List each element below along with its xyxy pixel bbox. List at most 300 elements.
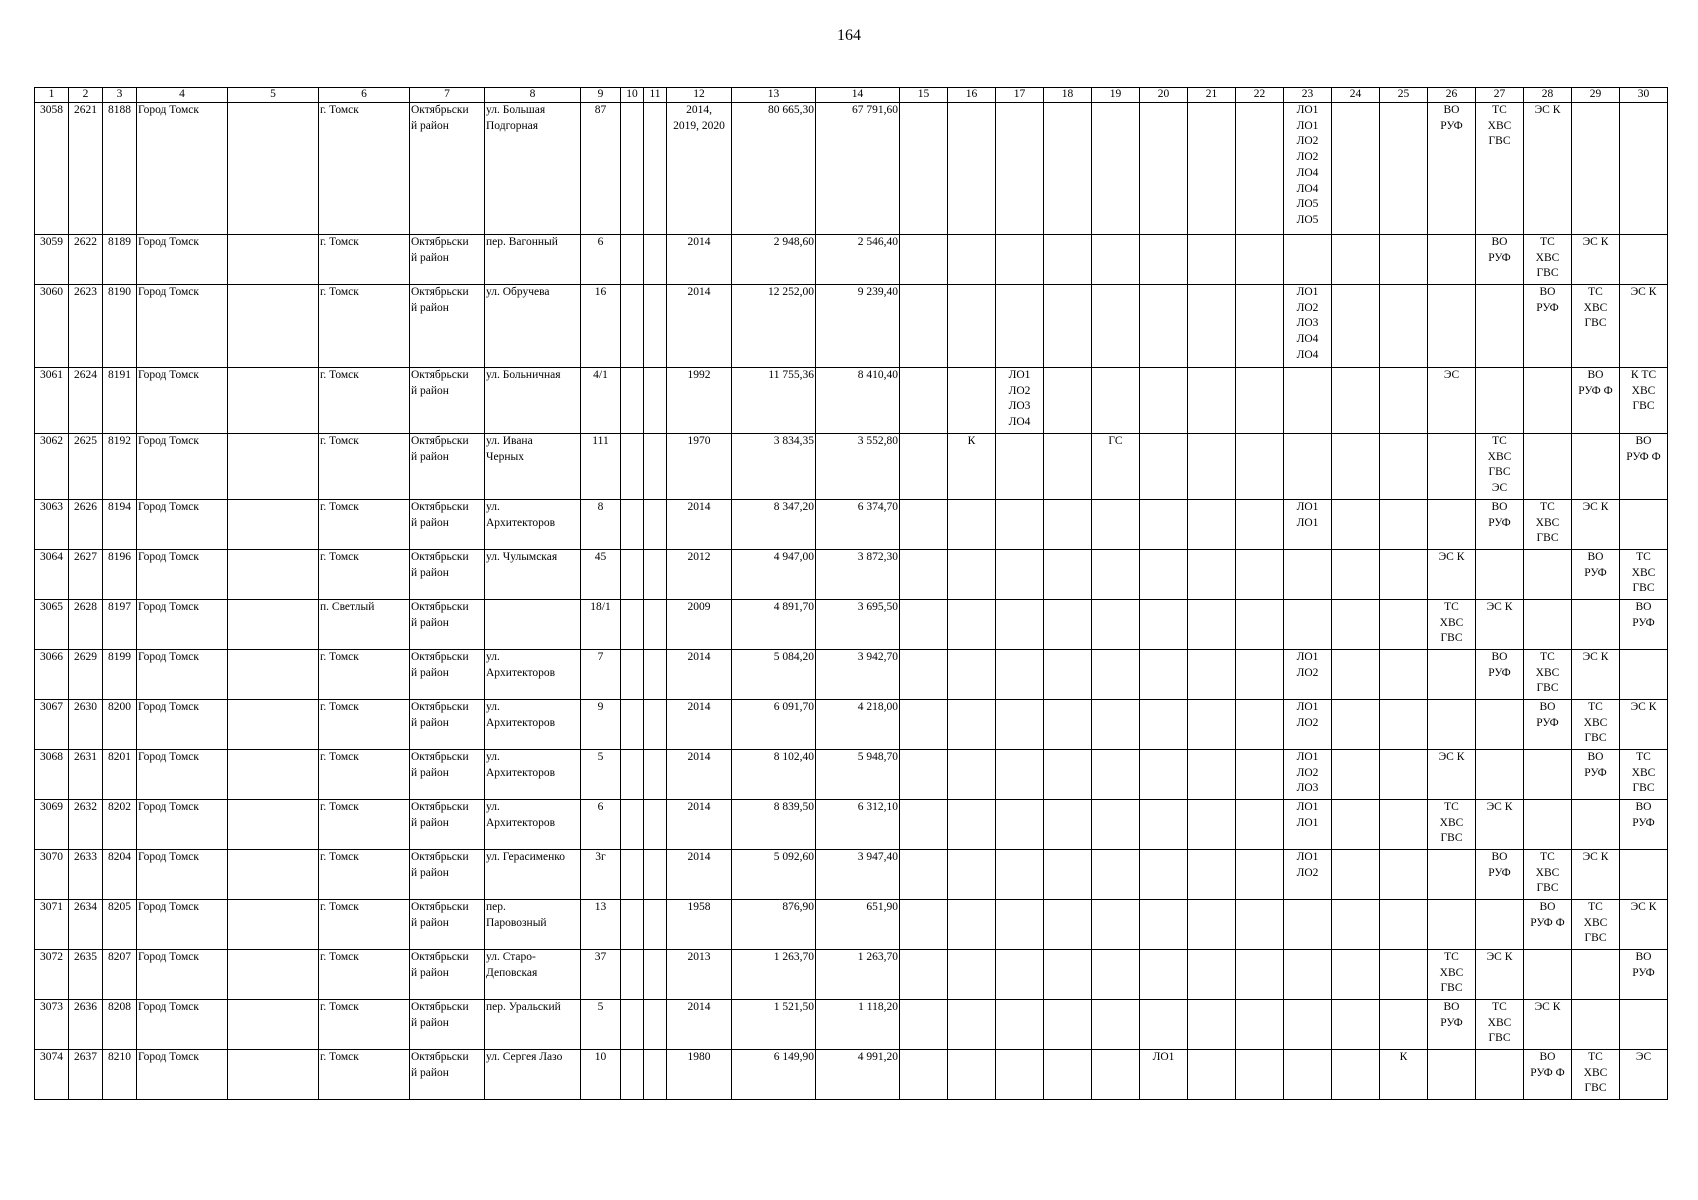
cell-col-16 xyxy=(948,235,996,285)
cell-col-16 xyxy=(948,650,996,700)
cell-col-14: 3 552,80 xyxy=(816,434,900,500)
cell-col-14: 3 872,30 xyxy=(816,550,900,600)
cell-col-29 xyxy=(1572,1000,1620,1050)
cell-col-16 xyxy=(948,800,996,850)
cell-col-8: ул. Чулымская xyxy=(485,550,581,600)
cell-col-8: ул. Старо- Деповская xyxy=(485,950,581,1000)
cell-col-16 xyxy=(948,550,996,600)
cell-col-3: 8200 xyxy=(103,700,137,750)
cell-col-7: Октябрьски й район xyxy=(410,850,485,900)
cell-col-5 xyxy=(228,235,319,285)
cell-col-24 xyxy=(1332,850,1380,900)
cell-col-28 xyxy=(1524,950,1572,1000)
cell-col-2: 2631 xyxy=(69,750,103,800)
cell-col-20 xyxy=(1140,700,1188,750)
cell-col-27: ТС ХВС ГВС xyxy=(1476,103,1524,235)
cell-col-19 xyxy=(1092,550,1140,600)
cell-col-20 xyxy=(1140,434,1188,500)
cell-col-10 xyxy=(621,103,644,235)
cell-col-6: г. Томск xyxy=(319,285,410,368)
cell-col-24 xyxy=(1332,900,1380,950)
cell-col-20 xyxy=(1140,600,1188,650)
cell-col-9: 5 xyxy=(581,1000,621,1050)
cell-col-11 xyxy=(644,850,667,900)
cell-col-3: 8191 xyxy=(103,368,137,434)
cell-col-12: 1970 xyxy=(667,434,732,500)
cell-col-15 xyxy=(900,500,948,550)
cell-col-26 xyxy=(1428,1050,1476,1100)
cell-col-21 xyxy=(1188,900,1236,950)
cell-col-25 xyxy=(1380,1000,1428,1050)
cell-col-3: 8188 xyxy=(103,103,137,235)
cell-col-4: Город Томск xyxy=(137,900,228,950)
cell-col-17: ЛО1 ЛО2 ЛО3 ЛО4 xyxy=(996,368,1044,434)
cell-col-5 xyxy=(228,1050,319,1100)
cell-col-5 xyxy=(228,500,319,550)
cell-col-28: ВО РУФ xyxy=(1524,285,1572,368)
cell-col-6: г. Томск xyxy=(319,235,410,285)
cell-col-4: Город Томск xyxy=(137,850,228,900)
cell-col-28 xyxy=(1524,368,1572,434)
cell-col-15 xyxy=(900,235,948,285)
cell-col-15 xyxy=(900,103,948,235)
cell-col-11 xyxy=(644,1000,667,1050)
cell-col-4: Город Томск xyxy=(137,800,228,850)
cell-col-3: 8207 xyxy=(103,950,137,1000)
cell-col-9: 4/1 xyxy=(581,368,621,434)
cell-col-25 xyxy=(1380,700,1428,750)
cell-col-5 xyxy=(228,368,319,434)
column-header-30: 30 xyxy=(1620,88,1668,103)
cell-col-25: К xyxy=(1380,1050,1428,1100)
cell-col-19 xyxy=(1092,950,1140,1000)
cell-col-12: 1992 xyxy=(667,368,732,434)
cell-col-27 xyxy=(1476,1050,1524,1100)
column-header-24: 24 xyxy=(1332,88,1380,103)
column-header-28: 28 xyxy=(1524,88,1572,103)
cell-col-18 xyxy=(1044,1050,1092,1100)
cell-col-22 xyxy=(1236,800,1284,850)
cell-col-16 xyxy=(948,900,996,950)
cell-col-23: ЛО1 ЛО2 xyxy=(1284,700,1332,750)
cell-col-6: г. Томск xyxy=(319,900,410,950)
cell-col-26: ТС ХВС ГВС xyxy=(1428,600,1476,650)
cell-col-14: 3 942,70 xyxy=(816,650,900,700)
column-header-11: 11 xyxy=(644,88,667,103)
cell-col-22 xyxy=(1236,500,1284,550)
table-row xyxy=(35,750,1668,800)
cell-col-26: ЭС К xyxy=(1428,750,1476,800)
cell-col-18 xyxy=(1044,950,1092,1000)
table-row xyxy=(35,650,1668,700)
cell-col-21 xyxy=(1188,850,1236,900)
cell-col-4: Город Томск xyxy=(137,235,228,285)
cell-col-28: ВО РУФ Ф xyxy=(1524,1050,1572,1100)
cell-col-18 xyxy=(1044,500,1092,550)
cell-col-19 xyxy=(1092,103,1140,235)
cell-col-17 xyxy=(996,750,1044,800)
cell-col-3: 8208 xyxy=(103,1000,137,1050)
cell-col-21 xyxy=(1188,235,1236,285)
cell-col-18 xyxy=(1044,850,1092,900)
cell-col-14: 4 991,20 xyxy=(816,1050,900,1100)
cell-col-30: ЭС К xyxy=(1620,285,1668,368)
cell-col-28: ЭС К xyxy=(1524,103,1572,235)
cell-col-29 xyxy=(1572,103,1620,235)
cell-col-30 xyxy=(1620,850,1668,900)
cell-col-4: Город Томск xyxy=(137,750,228,800)
cell-col-12: 2009 xyxy=(667,600,732,650)
cell-col-10 xyxy=(621,500,644,550)
cell-col-12: 2014 xyxy=(667,750,732,800)
cell-col-25 xyxy=(1380,750,1428,800)
register-table xyxy=(34,87,1668,1100)
table-row xyxy=(35,434,1668,500)
cell-col-5 xyxy=(228,750,319,800)
cell-col-15 xyxy=(900,1000,948,1050)
column-header-8: 8 xyxy=(485,88,581,103)
cell-col-17 xyxy=(996,103,1044,235)
cell-col-22 xyxy=(1236,368,1284,434)
cell-col-15 xyxy=(900,700,948,750)
cell-col-7: Октябрьски й район xyxy=(410,800,485,850)
cell-col-9: 6 xyxy=(581,800,621,850)
cell-col-6: г. Томск xyxy=(319,700,410,750)
cell-col-30 xyxy=(1620,500,1668,550)
table-row xyxy=(35,1050,1668,1100)
cell-col-20 xyxy=(1140,235,1188,285)
cell-col-25 xyxy=(1380,368,1428,434)
cell-col-19 xyxy=(1092,650,1140,700)
cell-col-22 xyxy=(1236,950,1284,1000)
cell-col-9: 37 xyxy=(581,950,621,1000)
cell-col-7: Октябрьски й район xyxy=(410,368,485,434)
cell-col-22 xyxy=(1236,1000,1284,1050)
cell-col-1: 3074 xyxy=(35,1050,69,1100)
cell-col-27: ЭС К xyxy=(1476,600,1524,650)
cell-col-3: 8190 xyxy=(103,285,137,368)
cell-col-29 xyxy=(1572,600,1620,650)
cell-col-30 xyxy=(1620,103,1668,235)
cell-col-9: 16 xyxy=(581,285,621,368)
cell-col-9: 111 xyxy=(581,434,621,500)
cell-col-6: г. Томск xyxy=(319,1000,410,1050)
cell-col-10 xyxy=(621,600,644,650)
cell-col-10 xyxy=(621,1050,644,1100)
cell-col-6: г. Томск xyxy=(319,950,410,1000)
cell-col-13: 4 947,00 xyxy=(732,550,816,600)
table-row xyxy=(35,235,1668,285)
cell-col-25 xyxy=(1380,500,1428,550)
cell-col-13: 11 755,36 xyxy=(732,368,816,434)
cell-col-23 xyxy=(1284,434,1332,500)
cell-col-18 xyxy=(1044,285,1092,368)
cell-col-13: 1 263,70 xyxy=(732,950,816,1000)
cell-col-10 xyxy=(621,650,644,700)
cell-col-4: Город Томск xyxy=(137,434,228,500)
cell-col-27: ВО РУФ xyxy=(1476,850,1524,900)
cell-col-14: 3 695,50 xyxy=(816,600,900,650)
cell-col-1: 3058 xyxy=(35,103,69,235)
cell-col-1: 3062 xyxy=(35,434,69,500)
cell-col-10 xyxy=(621,550,644,600)
cell-col-30: ВО РУФ Ф xyxy=(1620,434,1668,500)
cell-col-26: ТС ХВС ГВС xyxy=(1428,800,1476,850)
cell-col-25 xyxy=(1380,800,1428,850)
cell-col-18 xyxy=(1044,800,1092,850)
column-header-1: 1 xyxy=(35,88,69,103)
cell-col-8: ул. Архитекторов xyxy=(485,800,581,850)
cell-col-27 xyxy=(1476,900,1524,950)
cell-col-21 xyxy=(1188,1000,1236,1050)
cell-col-1: 3068 xyxy=(35,750,69,800)
cell-col-11 xyxy=(644,650,667,700)
cell-col-29: ВО РУФ xyxy=(1572,550,1620,600)
cell-col-29 xyxy=(1572,434,1620,500)
cell-col-27 xyxy=(1476,550,1524,600)
cell-col-17 xyxy=(996,550,1044,600)
cell-col-24 xyxy=(1332,1050,1380,1100)
cell-col-19 xyxy=(1092,500,1140,550)
cell-col-8: ул. Архитекторов xyxy=(485,500,581,550)
cell-col-8: пер. Паровозный xyxy=(485,900,581,950)
cell-col-9: 8 xyxy=(581,500,621,550)
cell-col-22 xyxy=(1236,900,1284,950)
cell-col-8 xyxy=(485,600,581,650)
cell-col-20 xyxy=(1140,285,1188,368)
cell-col-26: ТС ХВС ГВС xyxy=(1428,950,1476,1000)
cell-col-11 xyxy=(644,750,667,800)
cell-col-13: 8 347,20 xyxy=(732,500,816,550)
cell-col-22 xyxy=(1236,850,1284,900)
cell-col-25 xyxy=(1380,950,1428,1000)
cell-col-15 xyxy=(900,550,948,600)
cell-col-5 xyxy=(228,550,319,600)
cell-col-26: ВО РУФ xyxy=(1428,1000,1476,1050)
cell-col-18 xyxy=(1044,368,1092,434)
cell-col-19 xyxy=(1092,850,1140,900)
column-header-22: 22 xyxy=(1236,88,1284,103)
cell-col-24 xyxy=(1332,103,1380,235)
cell-col-29: ТС ХВС ГВС xyxy=(1572,700,1620,750)
cell-col-5 xyxy=(228,950,319,1000)
cell-col-12: 2014 xyxy=(667,285,732,368)
cell-col-20 xyxy=(1140,500,1188,550)
cell-col-28: ТС ХВС ГВС xyxy=(1524,850,1572,900)
cell-col-12: 2014, 2019, 2020 xyxy=(667,103,732,235)
cell-col-28 xyxy=(1524,800,1572,850)
cell-col-18 xyxy=(1044,600,1092,650)
cell-col-19 xyxy=(1092,900,1140,950)
cell-col-30 xyxy=(1620,650,1668,700)
cell-col-11 xyxy=(644,700,667,750)
cell-col-22 xyxy=(1236,103,1284,235)
cell-col-20 xyxy=(1140,800,1188,850)
cell-col-24 xyxy=(1332,235,1380,285)
cell-col-29: ВО РУФ Ф xyxy=(1572,368,1620,434)
cell-col-23: ЛО1 ЛО2 ЛО3 xyxy=(1284,750,1332,800)
cell-col-22 xyxy=(1236,700,1284,750)
cell-col-14: 8 410,40 xyxy=(816,368,900,434)
cell-col-5 xyxy=(228,1000,319,1050)
cell-col-21 xyxy=(1188,950,1236,1000)
cell-col-27: ЭС К xyxy=(1476,800,1524,850)
cell-col-21 xyxy=(1188,500,1236,550)
cell-col-14: 67 791,60 xyxy=(816,103,900,235)
cell-col-15 xyxy=(900,950,948,1000)
cell-col-2: 2634 xyxy=(69,900,103,950)
cell-col-20 xyxy=(1140,550,1188,600)
cell-col-24 xyxy=(1332,434,1380,500)
cell-col-17 xyxy=(996,800,1044,850)
cell-col-20 xyxy=(1140,750,1188,800)
cell-col-23: ЛО1 ЛО2 ЛО3 ЛО4 ЛО4 xyxy=(1284,285,1332,368)
cell-col-2: 2626 xyxy=(69,500,103,550)
cell-col-3: 8196 xyxy=(103,550,137,600)
cell-col-19 xyxy=(1092,285,1140,368)
page-number: 164 xyxy=(837,27,861,44)
cell-col-26 xyxy=(1428,700,1476,750)
cell-col-3: 8194 xyxy=(103,500,137,550)
cell-col-27: ТС ХВС ГВС xyxy=(1476,1000,1524,1050)
cell-col-13: 6 091,70 xyxy=(732,700,816,750)
cell-col-2: 2629 xyxy=(69,650,103,700)
cell-col-17 xyxy=(996,1000,1044,1050)
cell-col-4: Город Томск xyxy=(137,600,228,650)
cell-col-3: 8189 xyxy=(103,235,137,285)
cell-col-24 xyxy=(1332,368,1380,434)
cell-col-13: 1 521,50 xyxy=(732,1000,816,1050)
cell-col-11 xyxy=(644,285,667,368)
cell-col-25 xyxy=(1380,285,1428,368)
cell-col-5 xyxy=(228,434,319,500)
cell-col-12: 2014 xyxy=(667,1000,732,1050)
column-header-2: 2 xyxy=(69,88,103,103)
cell-col-21 xyxy=(1188,750,1236,800)
column-header-6: 6 xyxy=(319,88,410,103)
cell-col-9: 13 xyxy=(581,900,621,950)
cell-col-8: пер. Вагонный xyxy=(485,235,581,285)
cell-col-19 xyxy=(1092,1000,1140,1050)
cell-col-9: 10 xyxy=(581,1050,621,1100)
cell-col-29: ВО РУФ xyxy=(1572,750,1620,800)
cell-col-7: Октябрьски й район xyxy=(410,950,485,1000)
cell-col-18 xyxy=(1044,103,1092,235)
cell-col-2: 2622 xyxy=(69,235,103,285)
cell-col-4: Город Томск xyxy=(137,1050,228,1100)
cell-col-28: ЭС К xyxy=(1524,1000,1572,1050)
column-header-19: 19 xyxy=(1092,88,1140,103)
cell-col-24 xyxy=(1332,550,1380,600)
cell-col-15 xyxy=(900,368,948,434)
cell-col-21 xyxy=(1188,700,1236,750)
cell-col-13: 2 948,60 xyxy=(732,235,816,285)
cell-col-14: 5 948,70 xyxy=(816,750,900,800)
cell-col-15 xyxy=(900,800,948,850)
cell-col-30: ТС ХВС ГВС xyxy=(1620,550,1668,600)
cell-col-13: 5 084,20 xyxy=(732,650,816,700)
cell-col-26 xyxy=(1428,850,1476,900)
cell-col-10 xyxy=(621,950,644,1000)
column-header-5: 5 xyxy=(228,88,319,103)
cell-col-21 xyxy=(1188,550,1236,600)
cell-col-25 xyxy=(1380,235,1428,285)
cell-col-11 xyxy=(644,550,667,600)
cell-col-19 xyxy=(1092,700,1140,750)
cell-col-23 xyxy=(1284,1050,1332,1100)
cell-col-1: 3060 xyxy=(35,285,69,368)
cell-col-15 xyxy=(900,285,948,368)
cell-col-4: Город Томск xyxy=(137,285,228,368)
cell-col-18 xyxy=(1044,1000,1092,1050)
cell-col-17 xyxy=(996,600,1044,650)
cell-col-26: ЭС К xyxy=(1428,550,1476,600)
cell-col-21 xyxy=(1188,650,1236,700)
cell-col-12: 2014 xyxy=(667,700,732,750)
cell-col-17 xyxy=(996,850,1044,900)
cell-col-8: ул. Больничная xyxy=(485,368,581,434)
cell-col-19 xyxy=(1092,235,1140,285)
cell-col-9: 5 xyxy=(581,750,621,800)
table-row xyxy=(35,368,1668,434)
cell-col-28: ТС ХВС ГВС xyxy=(1524,235,1572,285)
cell-col-7: Октябрьски й район xyxy=(410,750,485,800)
cell-col-16 xyxy=(948,600,996,650)
cell-col-2: 2635 xyxy=(69,950,103,1000)
cell-col-26: ВО РУФ xyxy=(1428,103,1476,235)
cell-col-3: 8204 xyxy=(103,850,137,900)
cell-col-8: ул. Обручева xyxy=(485,285,581,368)
cell-col-15 xyxy=(900,600,948,650)
cell-col-6: г. Томск xyxy=(319,750,410,800)
table-row xyxy=(35,600,1668,650)
cell-col-4: Город Томск xyxy=(137,500,228,550)
cell-col-28 xyxy=(1524,750,1572,800)
cell-col-1: 3070 xyxy=(35,850,69,900)
cell-col-16 xyxy=(948,368,996,434)
cell-col-5 xyxy=(228,103,319,235)
table-body xyxy=(35,103,1668,1100)
cell-col-17 xyxy=(996,235,1044,285)
cell-col-24 xyxy=(1332,285,1380,368)
cell-col-13: 8 102,40 xyxy=(732,750,816,800)
cell-col-14: 9 239,40 xyxy=(816,285,900,368)
cell-col-17 xyxy=(996,700,1044,750)
column-header-26: 26 xyxy=(1428,88,1476,103)
cell-col-15 xyxy=(900,750,948,800)
cell-col-1: 3073 xyxy=(35,1000,69,1050)
cell-col-21 xyxy=(1188,800,1236,850)
cell-col-23: ЛО1 ЛО2 xyxy=(1284,850,1332,900)
cell-col-11 xyxy=(644,800,667,850)
cell-col-6: г. Томск xyxy=(319,500,410,550)
header-row xyxy=(35,88,1668,103)
cell-col-6: г. Томск xyxy=(319,1050,410,1100)
cell-col-30 xyxy=(1620,1000,1668,1050)
cell-col-3: 8210 xyxy=(103,1050,137,1100)
cell-col-2: 2632 xyxy=(69,800,103,850)
cell-col-10 xyxy=(621,235,644,285)
cell-col-30: К ТС ХВС ГВС xyxy=(1620,368,1668,434)
cell-col-23: ЛО1 ЛО1 ЛО2 ЛО2 ЛО4 ЛО4 ЛО5 ЛО5 xyxy=(1284,103,1332,235)
cell-col-30: ТС ХВС ГВС xyxy=(1620,750,1668,800)
cell-col-1: 3067 xyxy=(35,700,69,750)
cell-col-14: 6 312,10 xyxy=(816,800,900,850)
column-header-23: 23 xyxy=(1284,88,1332,103)
cell-col-17 xyxy=(996,500,1044,550)
cell-col-10 xyxy=(621,800,644,850)
cell-col-20 xyxy=(1140,950,1188,1000)
